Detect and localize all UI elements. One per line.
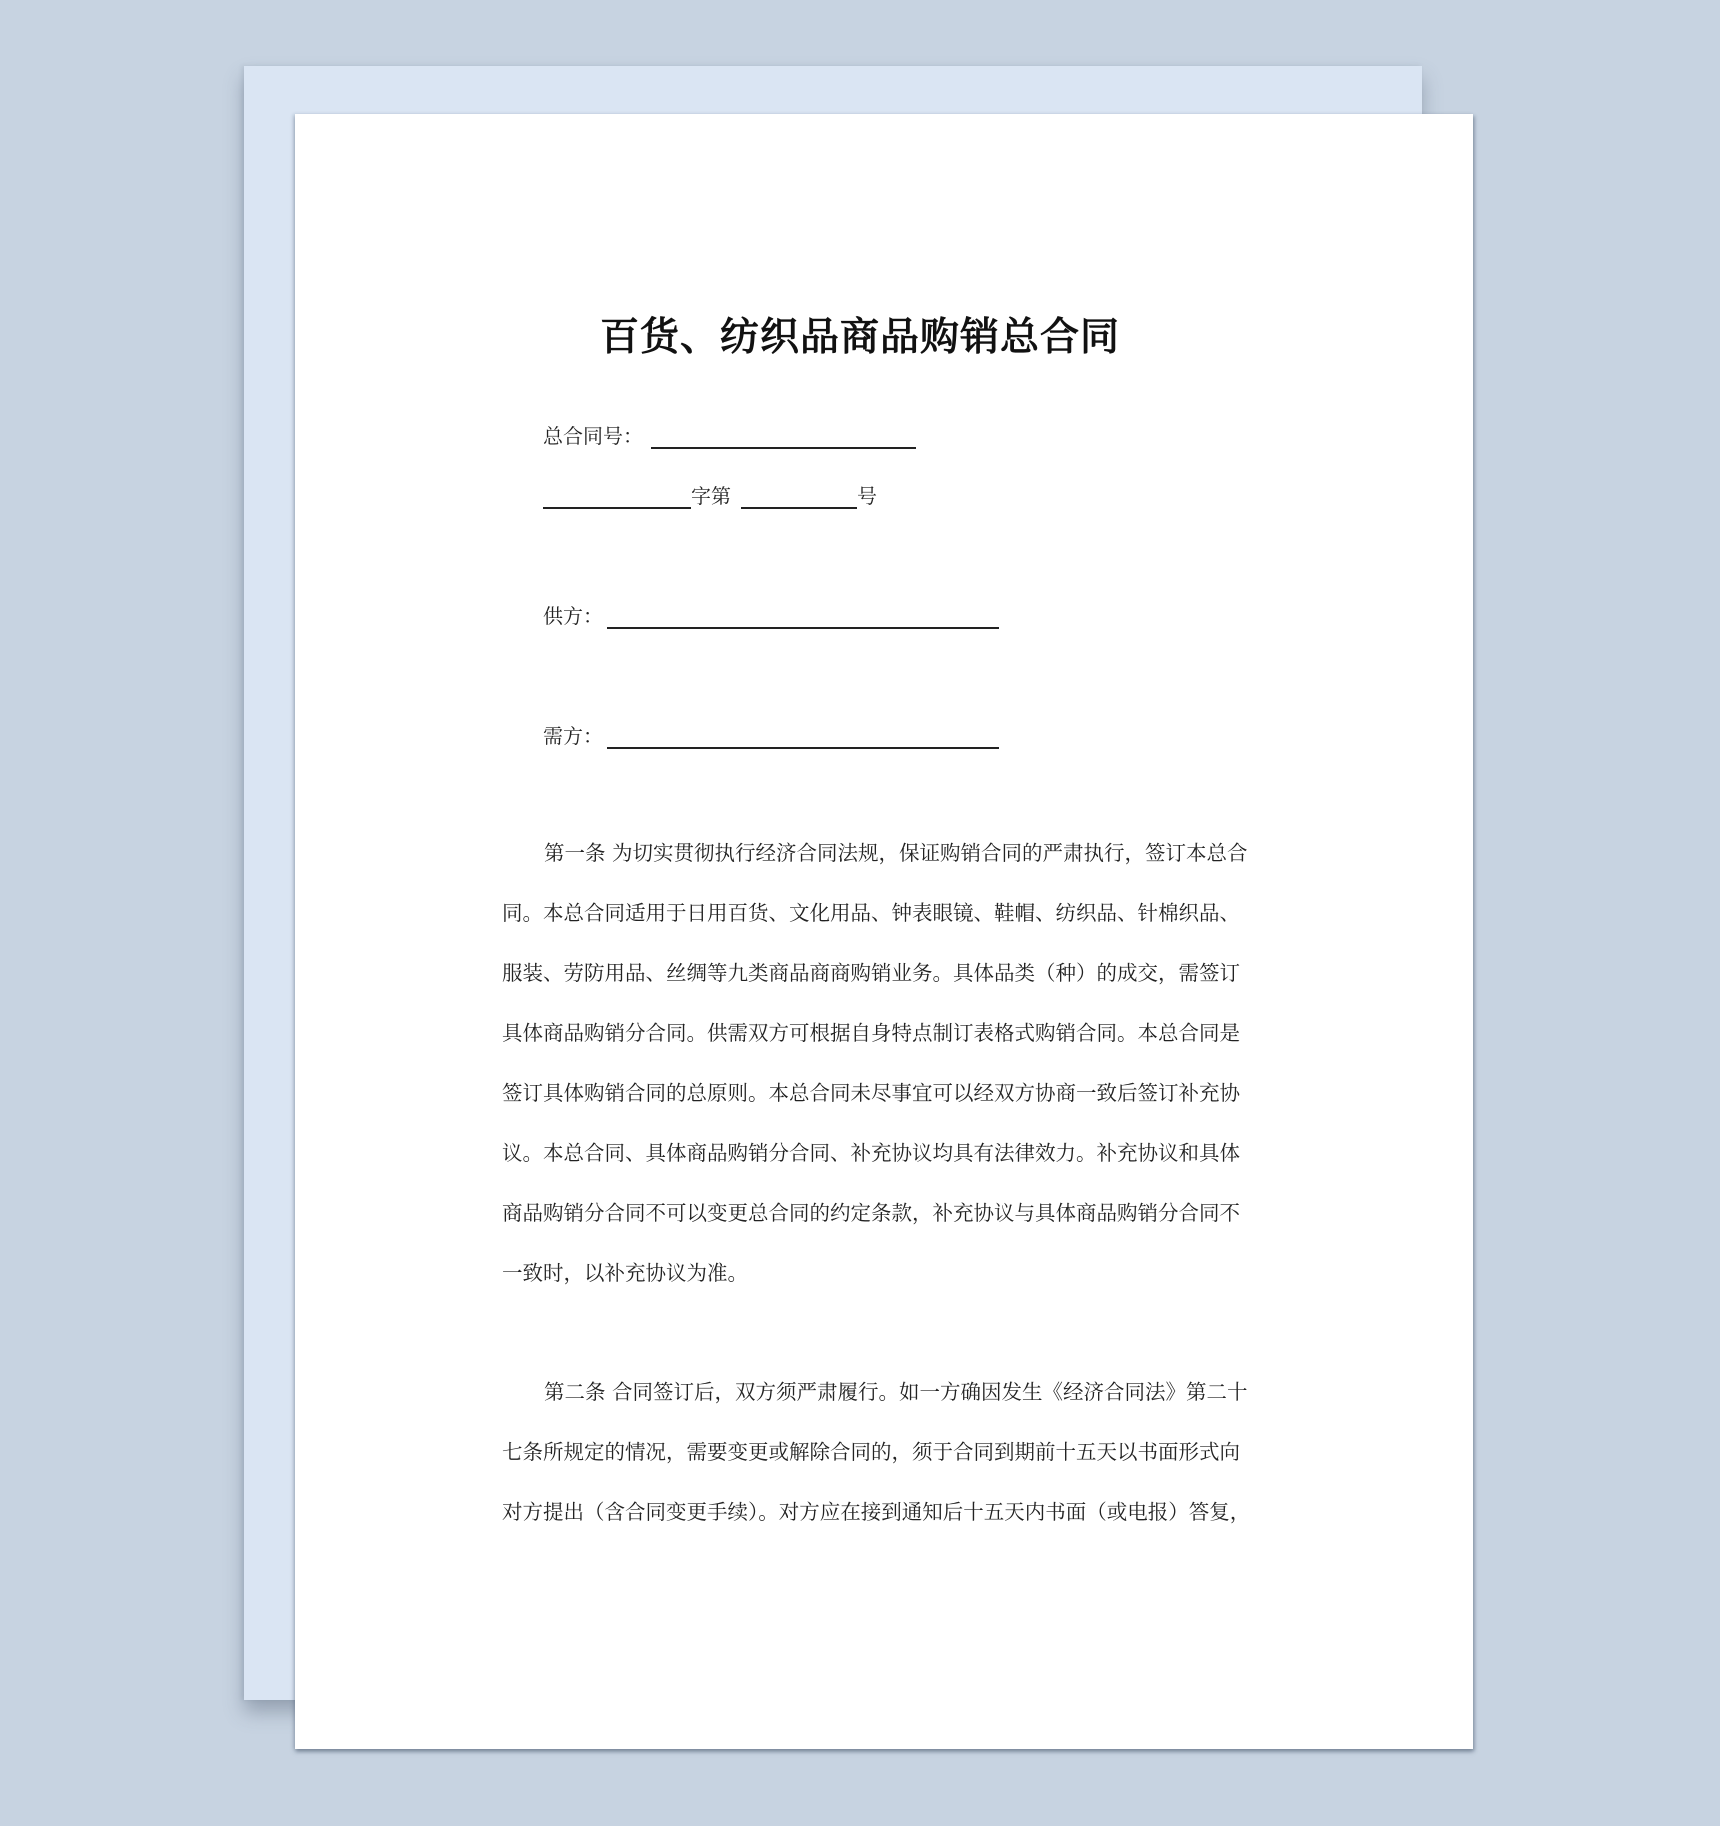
article-1-line: 具体商品购销分合同。供需双方可根据自身特点制订表格式购销合同。本总合同是 xyxy=(502,1021,1240,1045)
article-1-line: 签订具体购销合同的总原则。本总合同未尽事宜可以经双方协商一致后签订补充协 xyxy=(502,1081,1240,1105)
supplier-blank xyxy=(607,609,999,629)
supplier-label: 供方： xyxy=(543,604,603,628)
hao-label: 号 xyxy=(857,484,877,508)
contract-serial-field xyxy=(543,480,877,509)
zi-label: 字第 xyxy=(691,484,731,508)
article-1-line: 一致时，以补充协议为准。 xyxy=(502,1261,748,1285)
contract-number-label: 总合同号： xyxy=(543,424,643,448)
contract-number-blank xyxy=(651,429,916,449)
contract-number-field xyxy=(543,420,916,449)
buyer-blank xyxy=(607,729,999,749)
supplier-field xyxy=(543,600,999,629)
article-1-line: 议。本总合同、具体商品购销分合同、补充协议均具有法律效力。补充协议和具体 xyxy=(502,1141,1240,1165)
article-2 xyxy=(502,1362,1272,1542)
serial-prefix-blank xyxy=(543,489,691,509)
article-2-line: 对方提出（含合同变更手续）。对方应在接到通知后十五天内书面（或电报）答复， xyxy=(502,1500,1251,1524)
document-title: 百货、纺织品商品购销总合同 xyxy=(599,315,1120,360)
article-1-line: 第一条 为切实贯彻执行经济合同法规，保证购销合同的严肃执行，签订本总合 xyxy=(544,841,1248,865)
article-1-line: 商品购销分合同不可以变更总合同的约定条款，补充协议与具体商品购销分合同不 xyxy=(502,1201,1240,1225)
article-2-line: 第二条 合同签订后，双方须严肃履行。如一方确因发生《经济合同法》第二十 xyxy=(544,1380,1248,1404)
article-1-line: 同。本总合同适用于日用百货、文化用品、钟表眼镜、鞋帽、纺织品、针棉织品、 xyxy=(502,901,1240,925)
serial-number-blank xyxy=(741,489,857,509)
article-2-line: 七条所规定的情况，需要变更或解除合同的，须于合同到期前十五天以书面形式向 xyxy=(502,1440,1240,1464)
article-1-line: 服装、劳防用品、丝绸等九类商品商商购销业务。具体品类（种）的成交，需签订 xyxy=(502,961,1240,985)
buyer-field xyxy=(543,720,999,749)
buyer-label: 需方： xyxy=(543,724,603,748)
article-1 xyxy=(502,823,1272,1303)
